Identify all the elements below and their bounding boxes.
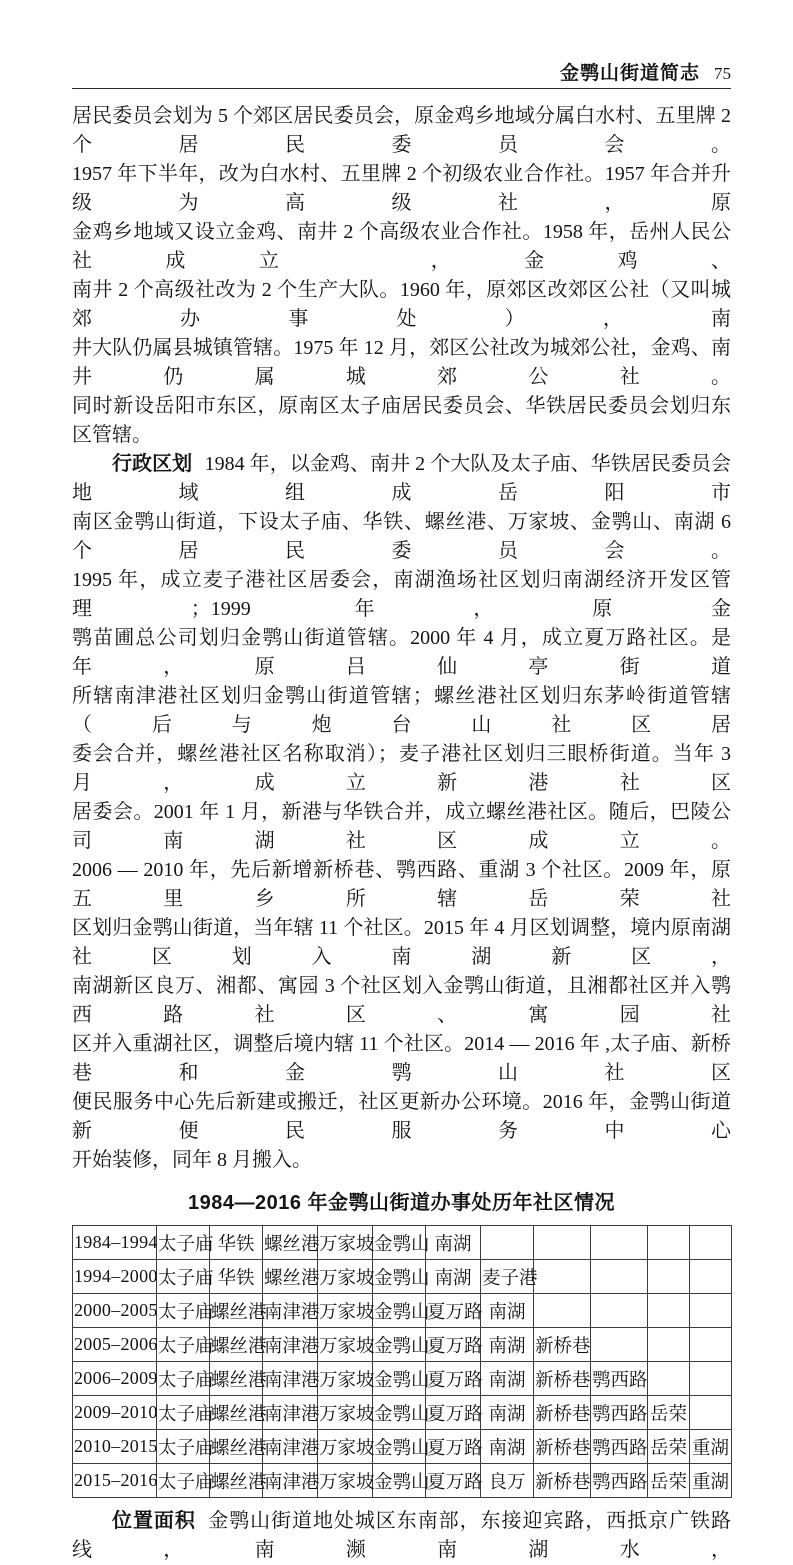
community-cell: 万家坡 bbox=[318, 1226, 373, 1260]
community-cell: 南湖 bbox=[481, 1396, 534, 1430]
book-title: 金鹗山街道简志 bbox=[559, 63, 700, 84]
community-cell: 螺丝港 bbox=[210, 1430, 263, 1464]
community-cell bbox=[690, 1362, 732, 1396]
community-cell bbox=[591, 1294, 648, 1328]
community-cell: 夏万路 bbox=[426, 1430, 481, 1464]
text-line: 井大队仍属县城镇管辖。1975 年 12 月，郊区公社改为城郊公社，金鸡、南井仍属城郊公社。 bbox=[72, 337, 731, 388]
community-cell: 新桥巷 bbox=[534, 1464, 591, 1498]
community-cell: 夏万路 bbox=[426, 1464, 481, 1498]
community-cell bbox=[648, 1226, 690, 1260]
community-cell: 岳荣 bbox=[648, 1396, 690, 1430]
community-cell: 螺丝港 bbox=[210, 1362, 263, 1396]
community-cell: 鹗西路 bbox=[591, 1362, 648, 1396]
community-cell: 金鹗山 bbox=[373, 1294, 426, 1328]
community-cell: 万家坡 bbox=[318, 1294, 373, 1328]
text-line: 南区金鹗山街道，下设太子庙、华铁、螺丝港、万家坡、金鹗山、南湖 6 个居民委员会。 bbox=[72, 511, 731, 562]
year-range-cell: 2009–2010 bbox=[73, 1396, 157, 1430]
community-cell: 华铁 bbox=[210, 1260, 263, 1294]
community-cell: 金鹗山 bbox=[373, 1430, 426, 1464]
table-row bbox=[73, 1328, 732, 1362]
community-cell bbox=[690, 1328, 732, 1362]
community-cell: 螺丝港 bbox=[263, 1260, 318, 1294]
community-cell: 太子庙 bbox=[157, 1464, 210, 1498]
community-cell bbox=[481, 1226, 534, 1260]
community-cell: 螺丝港 bbox=[263, 1226, 318, 1260]
community-cell bbox=[690, 1260, 732, 1294]
table-row bbox=[73, 1362, 732, 1396]
community-cell: 夏万路 bbox=[426, 1396, 481, 1430]
community-cell: 南湖 bbox=[481, 1294, 534, 1328]
community-cell: 南湖 bbox=[426, 1226, 481, 1260]
text-line: 行政区划 1984 年，以金鸡、南井 2 个大队及太子庙、华铁居民委员会地域组成岳阳市 bbox=[72, 453, 732, 504]
community-cell: 华铁 bbox=[210, 1226, 263, 1260]
text-line: 1957 年下半年，改为白水村、五里牌 2 个初级农业合作社。1957 年合并升级为高级社，原 bbox=[72, 163, 731, 214]
text-line: 委会合并，螺丝港社区名称取消）；麦子港社区划归三眼桥街道。当年 3 月，成立新港社区 bbox=[72, 743, 731, 794]
text-line: 1995 年，成立麦子港社区居委会，南湖渔场社区划归南湖经济开发区管理；1999 年，原金 bbox=[72, 569, 731, 620]
community-cell: 重湖 bbox=[690, 1430, 732, 1464]
community-cell: 太子庙 bbox=[157, 1362, 210, 1396]
community-cell: 太子庙 bbox=[157, 1328, 210, 1362]
community-cell: 金鹗山 bbox=[373, 1260, 426, 1294]
year-range-cell: 2005–2006 bbox=[73, 1328, 157, 1362]
community-cell: 南津港 bbox=[263, 1430, 318, 1464]
community-cell bbox=[690, 1396, 732, 1430]
community-cell: 南湖 bbox=[481, 1328, 534, 1362]
text-line: 2006 — 2010 年，先后新增新桥巷、鹗西路、重湖 3 个社区。2009 年，原五里乡所辖岳荣社 bbox=[72, 859, 731, 910]
community-cell: 万家坡 bbox=[318, 1260, 373, 1294]
text-line: 区划归金鹗山街道，当年辖 11 个社区。2015 年 4 月区划调整，境内原南湖社区划入南湖新区， bbox=[72, 917, 731, 968]
community-cell bbox=[690, 1294, 732, 1328]
community-cell bbox=[534, 1260, 591, 1294]
community-cell: 夏万路 bbox=[426, 1294, 481, 1328]
community-cell: 鹗西路 bbox=[591, 1430, 648, 1464]
community-cell: 重湖 bbox=[690, 1464, 732, 1498]
content-column bbox=[72, 58, 731, 1565]
community-cell: 南湖 bbox=[481, 1430, 534, 1464]
table-row bbox=[73, 1396, 732, 1430]
table-row bbox=[73, 1430, 732, 1464]
community-cell bbox=[591, 1260, 648, 1294]
community-cell: 岳荣 bbox=[648, 1430, 690, 1464]
community-cell bbox=[648, 1328, 690, 1362]
community-cell: 万家坡 bbox=[318, 1396, 373, 1430]
table-row bbox=[73, 1226, 732, 1260]
community-cell bbox=[534, 1294, 591, 1328]
community-cell: 太子庙 bbox=[157, 1260, 210, 1294]
community-cell: 南津港 bbox=[263, 1362, 318, 1396]
community-cell: 万家坡 bbox=[318, 1430, 373, 1464]
year-range-cell: 2006–2009 bbox=[73, 1362, 157, 1396]
community-cell: 金鹗山 bbox=[373, 1396, 426, 1430]
year-range-cell: 1994–2000 bbox=[73, 1260, 157, 1294]
community-cell bbox=[690, 1226, 732, 1260]
community-cell: 新桥巷 bbox=[534, 1328, 591, 1362]
text-line: 开始装修，同年 8 月搬入。 bbox=[72, 1149, 312, 1171]
community-cell: 螺丝港 bbox=[210, 1396, 263, 1430]
year-range-cell: 2010–2015 bbox=[73, 1430, 157, 1464]
text-line: 居委会。2001 年 1 月，新港与华铁合并，成立螺丝港社区。随后，巴陵公司南湖社区成立。 bbox=[72, 801, 731, 852]
text-line: 居民委员会划为 5 个郊区居民委员会，原金鸡乡地域分属白水村、五里牌 2 个居民委员会。 bbox=[72, 105, 731, 156]
header-rule bbox=[72, 88, 731, 89]
community-cell: 南津港 bbox=[263, 1396, 318, 1430]
community-cell bbox=[534, 1226, 591, 1260]
community-cell bbox=[648, 1362, 690, 1396]
text-line: 所辖南津港社区划归金鹗山街道管辖；螺丝港社区划归东茅岭街道管辖（后与炮台山社区居 bbox=[72, 685, 731, 736]
community-cell: 麦子港 bbox=[481, 1260, 534, 1294]
paragraph-label: 行政区划 bbox=[112, 453, 193, 475]
community-cell: 南湖 bbox=[426, 1260, 481, 1294]
community-cell bbox=[591, 1226, 648, 1260]
community-history-table bbox=[72, 1225, 732, 1498]
community-cell: 夏万路 bbox=[426, 1362, 481, 1396]
table-row bbox=[73, 1464, 732, 1498]
community-cell: 万家坡 bbox=[318, 1464, 373, 1498]
community-cell: 南湖 bbox=[481, 1362, 534, 1396]
text-line: 区并入重湖社区，调整后境内辖 11 个社区。2014 — 2016 年 ,太子庙、新桥巷和金鹗山社区 bbox=[72, 1033, 731, 1084]
community-cell: 新桥巷 bbox=[534, 1430, 591, 1464]
community-cell: 万家坡 bbox=[318, 1362, 373, 1396]
community-cell: 金鹗山 bbox=[373, 1328, 426, 1362]
community-cell: 太子庙 bbox=[157, 1430, 210, 1464]
community-cell: 良万 bbox=[481, 1464, 534, 1498]
text-line: 便民服务中心先后新建或搬迁，社区更新办公环境。2016 年，金鹗山街道新便民服务中心 bbox=[72, 1091, 731, 1142]
year-range-cell: 1984–1994 bbox=[73, 1226, 157, 1260]
community-cell: 新桥巷 bbox=[534, 1362, 591, 1396]
community-cell: 夏万路 bbox=[426, 1328, 481, 1362]
community-cell bbox=[591, 1328, 648, 1362]
text-line: 金鸡乡地域又设立金鸡、南井 2 个高级农业合作社。1958 年，岳州人民公社成立 ，金鸡、 bbox=[72, 221, 731, 272]
community-cell: 南津港 bbox=[263, 1328, 318, 1362]
community-cell: 螺丝港 bbox=[210, 1328, 263, 1362]
page-number: 75 bbox=[714, 64, 731, 83]
text-line: 同时新设岳阳市东区，原南区太子庙居民委员会、华铁居民委员会划归东区管辖。 bbox=[72, 395, 731, 446]
community-cell: 金鹗山 bbox=[373, 1464, 426, 1498]
community-cell: 太子庙 bbox=[157, 1294, 210, 1328]
text-line: 南井 2 个高级社改为 2 个生产大队。1960 年，原郊区改郊区公社（又叫城郊办事处），南 bbox=[72, 279, 731, 330]
body-text bbox=[72, 102, 731, 1175]
community-cell bbox=[648, 1294, 690, 1328]
year-range-cell: 2000–2005 bbox=[73, 1294, 157, 1328]
text-line: 位置面积 金鹗山街道地处城区东南部，东接迎宾路，西抵京广铁路线，南濒南湖水， bbox=[72, 1510, 732, 1561]
table-row bbox=[73, 1260, 732, 1294]
year-range-cell: 2015–2016 bbox=[73, 1464, 157, 1498]
community-cell: 螺丝港 bbox=[210, 1294, 263, 1328]
footer-paragraph bbox=[72, 1507, 731, 1565]
text-line: 鹗苗圃总公司划归金鹗山街道管辖。2000 年 4 月，成立夏万路社区。是年，原吕仙亭街道 bbox=[72, 627, 731, 678]
community-cell: 南津港 bbox=[263, 1464, 318, 1498]
table-row bbox=[73, 1294, 732, 1328]
table-title: 1984—2016 年金鹗山街道办事处历年社区情况 bbox=[187, 1192, 616, 1214]
community-cell: 太子庙 bbox=[157, 1396, 210, 1430]
community-cell bbox=[648, 1260, 690, 1294]
community-cell: 万家坡 bbox=[318, 1328, 373, 1362]
text-line: 南湖新区良万、湘都、寓园 3 个社区划入金鹗山街道，且湘都社区并入鹗西路社区、寓园社 bbox=[72, 975, 731, 1026]
community-cell: 南津港 bbox=[263, 1294, 318, 1328]
running-header bbox=[72, 58, 731, 84]
community-cell: 金鹗山 bbox=[373, 1226, 426, 1260]
community-cell: 螺丝港 bbox=[210, 1464, 263, 1498]
community-cell: 金鹗山 bbox=[373, 1362, 426, 1396]
community-cell: 岳荣 bbox=[648, 1464, 690, 1498]
community-cell: 鹗西路 bbox=[591, 1396, 648, 1430]
community-cell: 新桥巷 bbox=[534, 1396, 591, 1430]
community-cell: 太子庙 bbox=[157, 1226, 210, 1260]
paragraph-label: 位置面积 bbox=[112, 1510, 196, 1532]
community-cell: 鹗西路 bbox=[591, 1464, 648, 1498]
